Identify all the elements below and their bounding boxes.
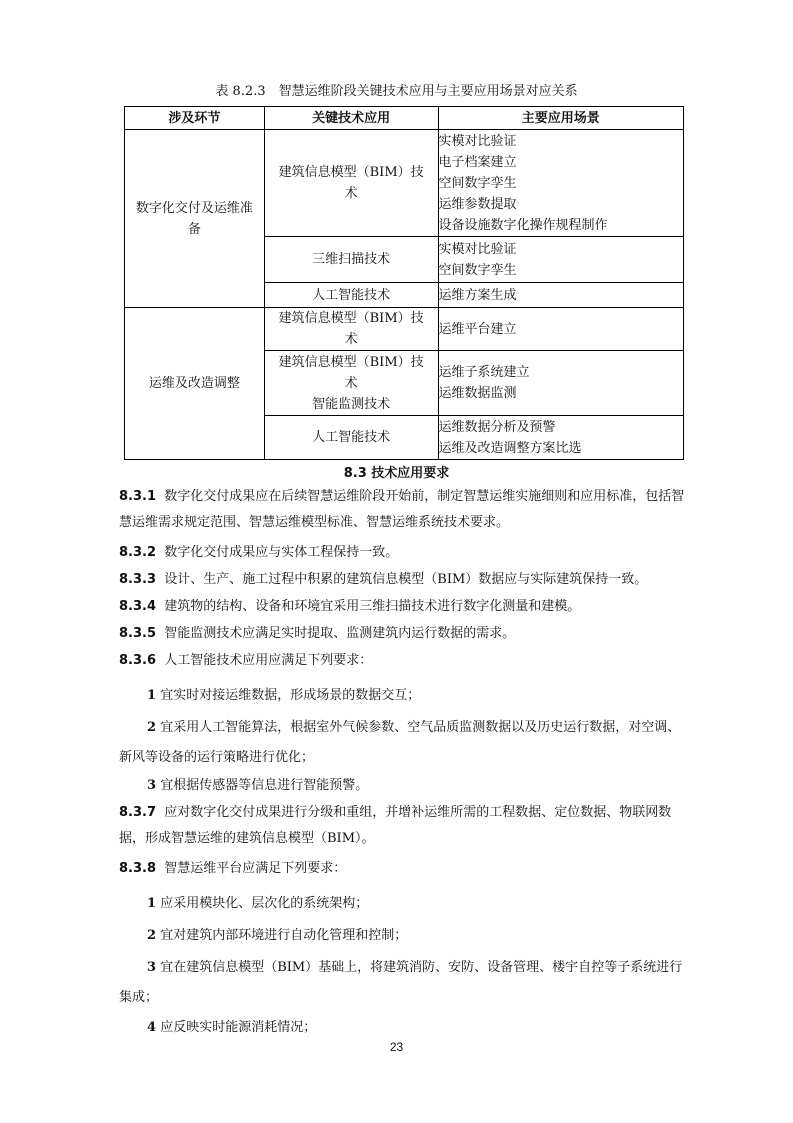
header-technology: 关键技术应用 bbox=[264, 107, 438, 130]
table-caption: 表 8.2.3 智慧运维阶段关键技术应用与主要应用场景对应关系 bbox=[215, 84, 578, 99]
stage-cell: 运维及改造调整 bbox=[125, 308, 265, 460]
scenario-cell: 运维子系统建立 运维数据监测 bbox=[438, 351, 683, 416]
list-item: 4 应反映实时能源消耗情况； bbox=[147, 1020, 317, 1035]
table-row bbox=[125, 130, 684, 237]
technology-cell: 建筑信息模型（BIM）技术 bbox=[264, 130, 438, 237]
header-scenario: 主要应用场景 bbox=[438, 107, 683, 130]
table-row bbox=[125, 308, 684, 351]
clause-8-3-3: 8.3.3 设计、生产、施工过程中积累的建筑信息模型（BIM）数据应与实际建筑保持一致。 bbox=[119, 572, 648, 587]
clause-8-3-1: 8.3.1 数字化交付成果应在后续智慧运维阶段开始前，制定智慧运维实施细则和应用标准，包括智慧运维需求规定范围、智慧运维模型标准、智慧运维系统技术要求。 bbox=[119, 489, 685, 530]
scenario-cell: 实模对比验证 电子档案建立 空间数字孪生 运维参数提取 设备设施数字化操作规程制作 bbox=[438, 130, 683, 237]
list-item: 1 宜实时对接运维数据，形成场景的数据交互； bbox=[147, 688, 421, 703]
list-item: 3 宜在建筑信息模型（BIM）基础上，将建筑消防、安防、设备管理、楼宇自控等子系统进行集成； bbox=[119, 960, 683, 1005]
technology-cell: 建筑信息模型（BIM）技术 bbox=[264, 308, 438, 351]
clause-8-3-5: 8.3.5 智能监测技术应满足实时提取、监测建筑内运行数据的需求。 bbox=[119, 626, 516, 641]
table-header-row bbox=[125, 107, 684, 130]
header-stage: 涉及环节 bbox=[125, 107, 265, 130]
list-item: 2 宜采用人工智能算法，根据室外气候参数、空气品质监测数据以及历史运行数据，对空调、新风等设备的运行策略进行优化； bbox=[119, 720, 681, 765]
scenario-cell: 运维方案生成 bbox=[438, 283, 683, 308]
scenario-cell: 实模对比验证 空间数字孪生 bbox=[438, 237, 683, 283]
technology-cell: 建筑信息模型（BIM）技术 智能监测技术 bbox=[264, 351, 438, 416]
page-number: 23 bbox=[389, 1040, 404, 1054]
clause-8-3-8: 8.3.8 智慧运维平台应满足下列要求： bbox=[119, 861, 347, 876]
technology-cell: 人工智能技术 bbox=[264, 283, 438, 308]
clause-8-3-6: 8.3.6 人工智能技术应用应满足下列要求： bbox=[119, 653, 373, 668]
clause-8-3-2: 8.3.2 数字化交付成果应与实体工程保持一致。 bbox=[119, 545, 399, 560]
list-item: 3 宜根据传感器等信息进行智能预警。 bbox=[147, 778, 369, 793]
technology-cell: 人工智能技术 bbox=[264, 416, 438, 460]
scenario-cell: 运维数据分析及预警 运维及改造调整方案比选 bbox=[438, 416, 683, 460]
scenario-cell: 运维平台建立 bbox=[438, 308, 683, 351]
technology-table bbox=[124, 106, 684, 460]
clause-8-3-4: 8.3.4 建筑物的结构、设备和环境宜采用三维扫描技术进行数字化测量和建模。 bbox=[119, 599, 581, 614]
list-item: 2 宜对建筑内部环境进行自动化管理和控制； bbox=[147, 928, 408, 943]
list-item: 1 应采用模块化、层次化的系统架构； bbox=[147, 896, 369, 911]
technology-cell: 三维扫描技术 bbox=[264, 237, 438, 283]
clause-8-3-7: 8.3.7 应对数字化交付成果进行分级和重组，并增补运维所需的工程数据、定位数据、物联网数据，形成智慧运维的建筑信息模型（BIM）。 bbox=[119, 805, 672, 846]
section-title: 8.3 技术应用要求 bbox=[343, 466, 450, 481]
stage-cell: 数字化交付及运维准备 bbox=[125, 130, 265, 308]
